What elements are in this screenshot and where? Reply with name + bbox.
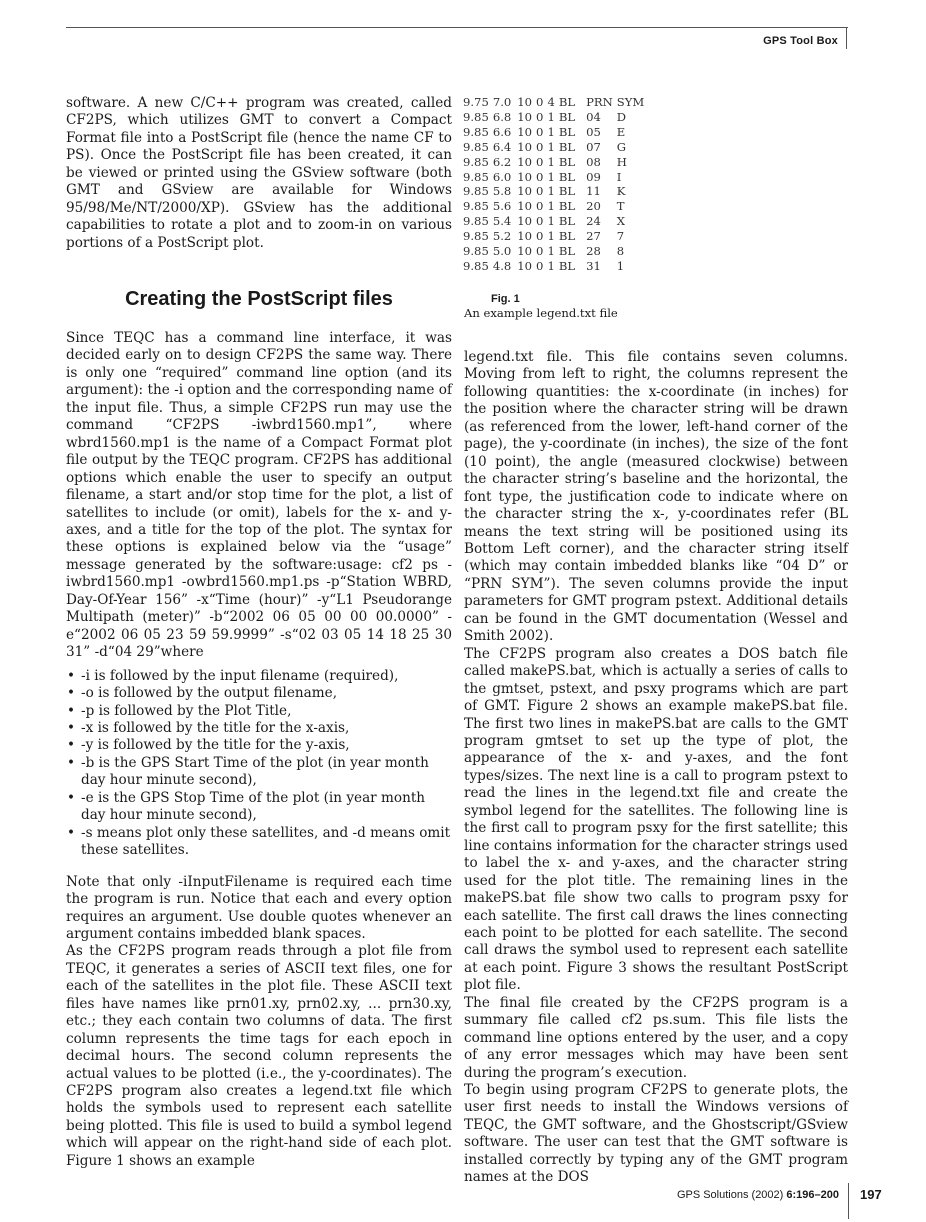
- table-row: [463, 155, 648, 170]
- list-item: • -p is followed by the Plot Title,: [66, 703, 452, 720]
- table-cell: 10: [517, 95, 533, 109]
- table-cell: 9.85: [463, 169, 489, 184]
- table-cell: 5.6: [492, 199, 512, 214]
- table-row: [463, 229, 648, 244]
- table-cell: G: [616, 139, 627, 154]
- table-cell: X: [616, 214, 626, 229]
- table-cell: 10: [517, 169, 533, 184]
- figure-label: Fig. 1: [491, 293, 520, 305]
- list-item: • -i is followed by the input filename (required),: [66, 668, 452, 685]
- table-cell: 10: [517, 109, 533, 124]
- table-cell: 5.8: [492, 184, 512, 199]
- table-cell: BL: [558, 214, 576, 229]
- table-cell: 07: [586, 139, 601, 154]
- table-cell: 09: [586, 169, 601, 184]
- footer-divider: [848, 1183, 849, 1219]
- table-cell: 9.85: [463, 109, 489, 124]
- table-cell: I: [616, 169, 622, 184]
- legend-table: [463, 95, 648, 274]
- table-cell: 0: [536, 95, 544, 109]
- table-cell: 7.0: [492, 95, 512, 109]
- table-cell: BL: [558, 154, 576, 169]
- table-cell: BL: [558, 169, 576, 184]
- table-cell: E: [616, 124, 626, 139]
- table-cell: 4.8: [492, 258, 512, 273]
- table-cell: BL: [558, 124, 576, 139]
- table-cell: 6.4: [492, 139, 512, 154]
- table-row: [463, 199, 648, 214]
- table-cell: SYM: [616, 95, 645, 109]
- table-row: [463, 110, 648, 125]
- table-cell: 7: [616, 229, 625, 244]
- table-cell: 10: [517, 214, 533, 229]
- ascii-files-paragraph: As the CF2PS program reads through a plot file from TEQC, it generates a series of ASCII text files, one for each of the satellites in the plot file. These ASCII text files have names like prn01.xy, prn02.xy, ... prn30.xy, etc.; they each contain two columns of data. The first column represents the time tags for each epoch in decimal hours. The second column represents the actual values to be plotted (i.e., the y-coordinates). The CF2PS program also creates a legend.txt file which holds the symbols used to represent each satellite being plotted. This file is used to build a symbol legend which will appear on the right-hand side of each plot. Figure 1 shows an example: [66, 943, 452, 1169]
- table-cell: T: [616, 199, 625, 214]
- table-cell: 10: [517, 258, 533, 273]
- table-cell: 1: [547, 154, 555, 169]
- table-cell: 6.8: [492, 109, 512, 124]
- figure-caption: An example legend.txt file: [464, 306, 618, 320]
- table-cell: 1: [547, 124, 555, 139]
- table-row: [463, 244, 648, 259]
- section-heading: Creating the PostScript files: [125, 288, 393, 310]
- table-cell: 9.85: [463, 229, 489, 244]
- table-cell: 6.2: [492, 154, 512, 169]
- table-row: [463, 140, 648, 155]
- table-cell: 5.4: [492, 214, 512, 229]
- table-cell: 0: [536, 154, 544, 169]
- table-cell: BL: [558, 229, 576, 244]
- table-cell: 1: [547, 184, 555, 199]
- table-cell: 8: [616, 244, 625, 259]
- table-cell: 9.85: [463, 199, 489, 214]
- installation-paragraph: To begin using program CF2PS to generate plots, the user first needs to install the Windows versions of TEQC, the GMT software, and the Ghostscript/GSview software. The user can test that the GMT software is installed correctly by typing any of the GMT program names at the DOS: [464, 1082, 848, 1186]
- table-cell: 1: [547, 258, 555, 273]
- table-cell: 1: [547, 109, 555, 124]
- table-cell: 0: [536, 109, 544, 124]
- intro-paragraph-column: [66, 95, 452, 252]
- list-item: • -x is followed by the title for the x-axis,: [66, 720, 452, 737]
- table-cell: 0: [536, 258, 544, 273]
- table-cell: 05: [586, 124, 601, 139]
- list-item: • -o is followed by the output filename,: [66, 685, 452, 702]
- table-cell: 9.75: [463, 95, 489, 109]
- left-column: [66, 330, 452, 1170]
- table-cell: 04: [586, 109, 601, 124]
- table-cell: 10: [517, 139, 533, 154]
- table-cell: 1: [547, 199, 555, 214]
- table-cell: 0: [536, 229, 544, 244]
- header-rule: [66, 27, 848, 28]
- table-cell: 10: [517, 229, 533, 244]
- running-header: GPS Tool Box: [763, 35, 838, 47]
- table-cell: 10: [517, 199, 533, 214]
- list-item: • -b is the GPS Start Time of the plot (in year month day hour minute second),: [66, 755, 452, 790]
- table-cell: 0: [536, 214, 544, 229]
- table-cell: K: [616, 184, 626, 199]
- note-paragraph: Note that only -iInputFilename is required each time the program is run. Notice that each and every option requires an argument. Use double quotes whenever an argument contains imbedded blank spaces.: [66, 873, 452, 942]
- table-cell: 1: [547, 229, 555, 244]
- journal-citation: [677, 1189, 839, 1201]
- table-cell: 0: [536, 184, 544, 199]
- table-row: [463, 125, 648, 140]
- header-divider: [846, 27, 847, 49]
- table-cell: 20: [586, 199, 601, 214]
- table-cell: 08: [586, 154, 601, 169]
- table-cell: 0: [536, 124, 544, 139]
- table-cell: BL: [558, 139, 576, 154]
- table-cell: BL: [558, 244, 576, 259]
- table-cell: 27: [586, 229, 601, 244]
- table-cell: 9.85: [463, 184, 489, 199]
- table-row: [463, 214, 648, 229]
- table-row: [463, 184, 648, 199]
- legend-description-paragraph: legend.txt file. This file contains seven columns. Moving from left to right, the columns represent the following quantities: the x-coordinate (in inches) for the position where the character string will be drawn (as referenced from the lower, left-hand corner of the page), the y-coordinate (in inches), the size of the font (10 point), the angle (measured clockwise) between the character string’s baseline and the horizontal, the font type, the justification code to indicate where on the character string the x-, y-coordinates refer (BL means the text string will be positioned using its Bottom Left corner), and the character string itself (which may contain imbedded blanks like “04 D” or “PRN SYM”). The seven columns provide the input parameters for GMT program pstext. Additional details can be found in the GMT documentation (Wessel and Smith 2002).: [464, 349, 848, 645]
- table-cell: 9.85: [463, 244, 489, 259]
- makeps-paragraph: The CF2PS program also creates a DOS batch file called makePS.bat, which is actually a series of calls to the gmtset, pstext, and psxy programs which are part of GMT. Figure 2 shows an example makePS.bat file. The first two lines in makePS.bat are calls to the GMT program gmtset to set up the type of plot, the appearance of the x- and y-axes, and the font types/sizes. The next line is a call to program pstext to read the lines in the legend.txt file and create the symbol legend for the satellites. The following line is the first call to program psxy for the first satellite; this line contains information for the character strings used to label the x- and y-axes, and the character string used for the plot title. The remaining lines in the makePS.bat file show two calls to program psxy for each satellite. The first call draws the lines connecting each point to be plotted for each satellite. The second call draws the symbol used to represent each satellite at each point. Figure 3 shows the resultant PostScript plot file.: [464, 645, 848, 994]
- table-cell: 1: [547, 169, 555, 184]
- table-cell: 6.6: [492, 124, 512, 139]
- table-cell: 10: [517, 124, 533, 139]
- table-cell: 10: [517, 184, 533, 199]
- table-cell: 11: [586, 184, 601, 199]
- table-row: [463, 259, 648, 274]
- table-cell: 4: [547, 95, 555, 109]
- usage-paragraph: Since TEQC has a command line interface, it was decided early on to design CF2PS the same way. There is only one “required” command line option (and its argument): the -i option and the corresponding name of the input file. Thus, a simple CF2PS run may use the command “CF2PS -iwbrd1560.mp1”, where wbrd1560.mp1 is the name of a Compact Format plot file output by the TEQC program. CF2PS has additional options which enable the user to specify an output filename, a start and/or stop time for the plot, a list of satellites to include (or omit), labels for the x- and y-axes, and a title for the top of the plot. The syntax for these options is explained below via the “usage” message generated by the software:usage: cf2 ps -iwbrd1560.mp1 -owbrd1560.mp1.ps -p“Station WBRD, Day-Of-Year 156” -x“Time (hour)” -y“L1 Pseudorange Multipath (meter)” -b“2002 06 05 00 00 00.0000” -e“2002 06 05 23 59 59.9999” -s“02 03 05 14 18 25 30 31” -d“04 29”where: [66, 330, 452, 661]
- table-cell: BL: [558, 184, 576, 199]
- summary-file-paragraph: The final file created by the CF2PS program is a summary file called cf2 ps.sum. This file lists the command line options entered by the user, and a copy of any error messages which may have been sent during the program’s execution.: [464, 994, 848, 1081]
- table-cell: 1: [547, 139, 555, 154]
- table-cell: BL: [558, 109, 576, 124]
- table-cell: BL: [558, 199, 576, 214]
- table-cell: 28: [586, 244, 601, 259]
- table-cell: H: [616, 154, 627, 169]
- table-cell: 0: [536, 169, 544, 184]
- table-cell: 1: [616, 258, 625, 273]
- table-cell: D: [616, 109, 627, 124]
- list-item: • -y is followed by the title for the y-axis,: [66, 737, 452, 754]
- table-cell: 0: [536, 244, 544, 259]
- table-row: [463, 95, 648, 110]
- table-cell: 24: [586, 214, 601, 229]
- page-number: 197: [860, 1187, 882, 1202]
- table-cell: 6.0: [492, 169, 512, 184]
- table-cell: 9.85: [463, 214, 489, 229]
- table-cell: 5.2: [492, 229, 512, 244]
- table-cell: 10: [517, 244, 533, 259]
- table-cell: 10: [517, 154, 533, 169]
- table-cell: 9.85: [463, 139, 489, 154]
- table-cell: PRN: [586, 95, 613, 109]
- volume-pages: 6:196–200: [786, 1189, 839, 1201]
- table-cell: 5.0: [492, 244, 512, 259]
- journal-name: GPS Solutions (2002): [676, 1189, 784, 1201]
- table-row: [463, 170, 648, 185]
- table-cell: 9.85: [463, 154, 489, 169]
- list-item: • -e is the GPS Stop Time of the plot (in year month day hour minute second),: [66, 790, 452, 825]
- table-cell: BL: [558, 258, 576, 273]
- list-item: • -s means plot only these satellites, and -d means omit these satellites.: [66, 825, 452, 860]
- options-list: [66, 668, 452, 860]
- table-cell: 1: [547, 244, 555, 259]
- table-cell: 31: [586, 258, 601, 273]
- table-cell: 9.85: [463, 258, 489, 273]
- table-cell: 9.85: [463, 124, 489, 139]
- right-column: [464, 349, 848, 1187]
- table-cell: BL: [558, 95, 576, 109]
- table-cell: 0: [536, 139, 544, 154]
- table-cell: 1: [547, 214, 555, 229]
- table-cell: 0: [536, 199, 544, 214]
- intro-paragraph: software. A new C/C++ program was created, called CF2PS, which utilizes GMT to convert a Compact Format file into a PostScript file (hence the name CF to PS). Once the PostScript file has been created, it can be viewed or printed using the GSview software (both GMT and GSview are available for Windows 95/98/Me/NT/2000/XP). GSview has the additional capabilities to rotate a plot and to zoom-in on various portions of a PostScript plot.: [66, 95, 452, 251]
